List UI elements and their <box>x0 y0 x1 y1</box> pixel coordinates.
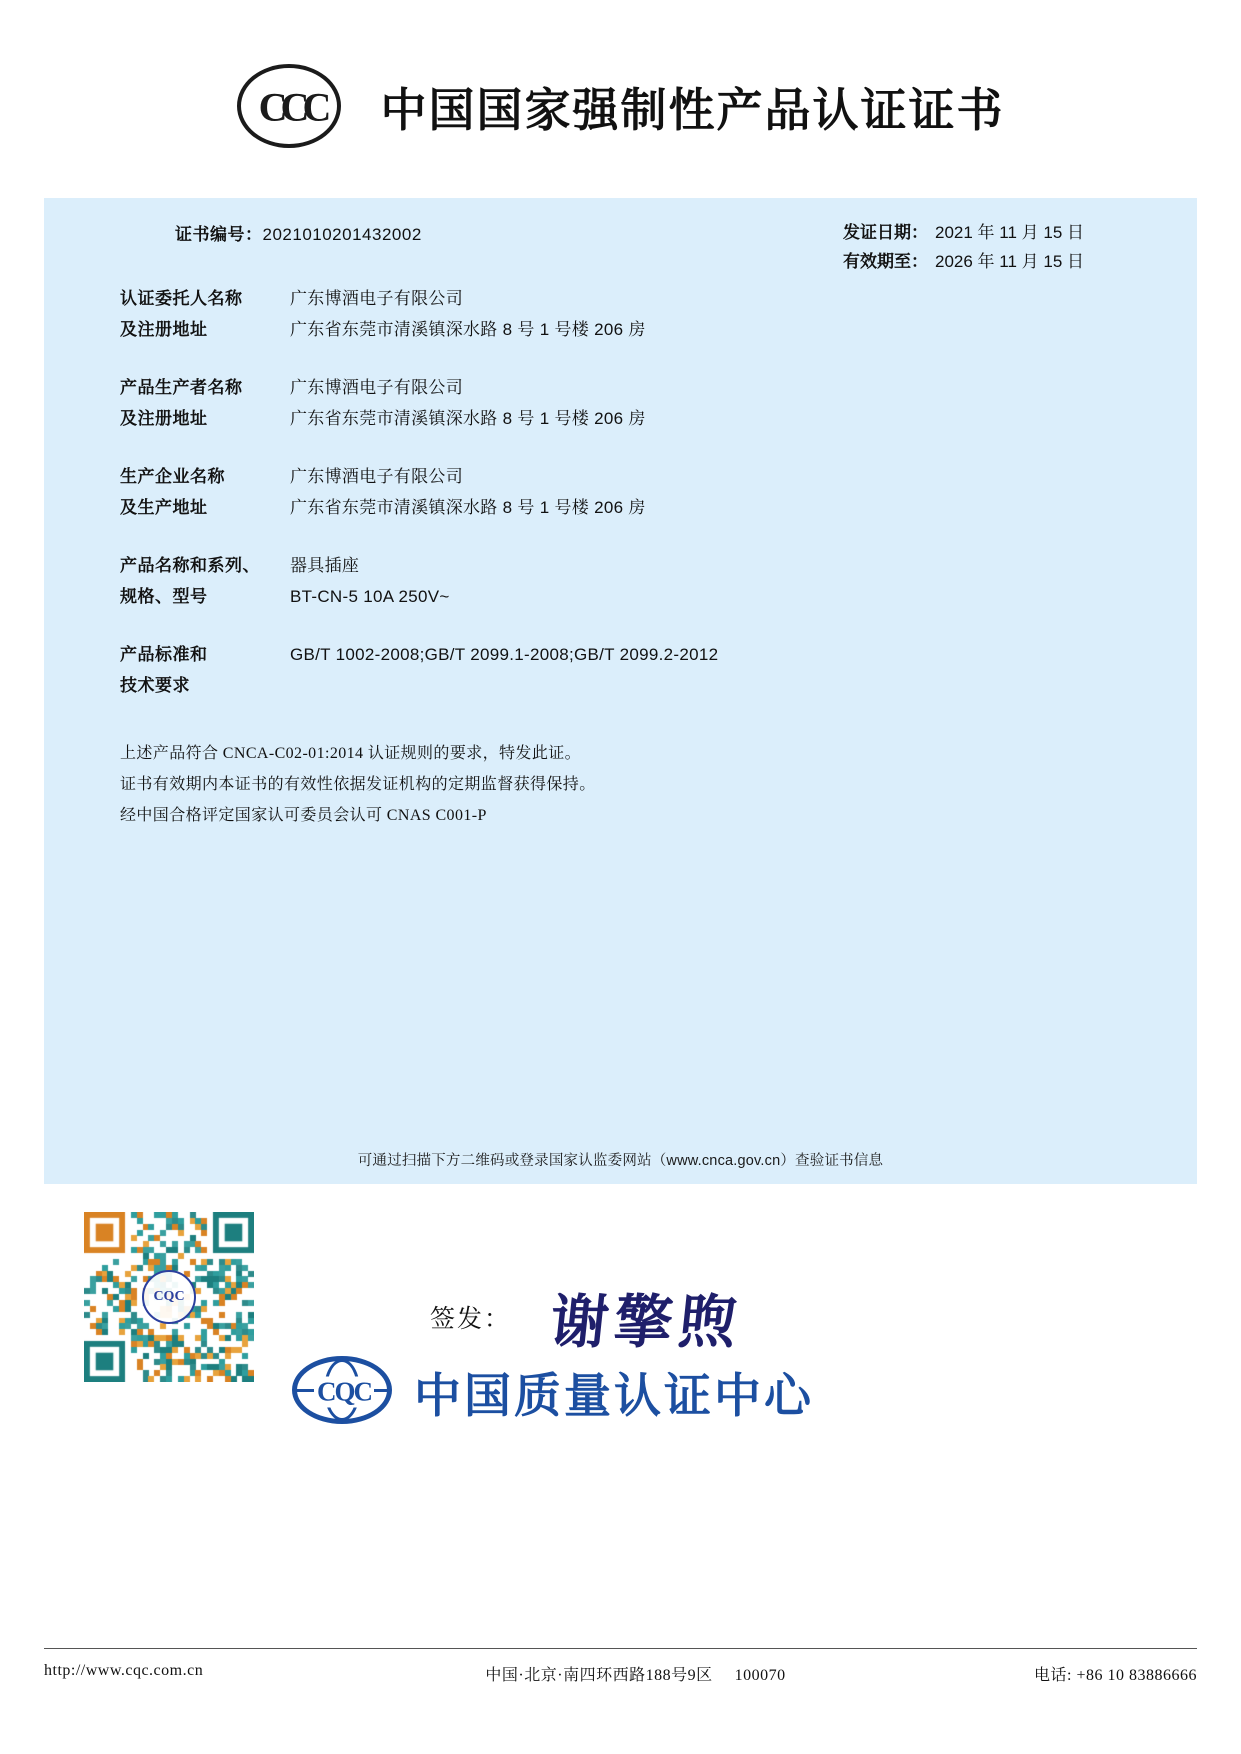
field-value-line: BT-CN-5 10A 250V~ <box>290 587 450 606</box>
field-value-line: 广东博酒电子有限公司 <box>290 289 463 308</box>
field-label <box>120 550 290 612</box>
certificate-header <box>0 52 1241 162</box>
qr-code[interactable] <box>84 1212 254 1382</box>
footer-postcode: 100070 <box>734 1667 786 1684</box>
certificate-number-label: 证书编号： <box>175 225 263 244</box>
field-value <box>290 639 718 670</box>
valid-until-value: 2026 年 11 月 15 日 <box>935 252 1084 271</box>
page-title: 中国国家强制性产品认证证书 <box>380 84 1005 136</box>
field-value <box>290 550 450 612</box>
field-label <box>120 461 290 523</box>
issue-date-row <box>843 218 1084 247</box>
certificate-number-value: 2021010201432002 <box>262 225 422 244</box>
field-label-line: 及注册地址 <box>120 409 208 428</box>
field-value-line: 广东博酒电子有限公司 <box>290 467 463 486</box>
field-label <box>120 639 290 701</box>
field-row <box>120 550 1120 612</box>
organization-name: 中国质量认证中心 <box>414 1368 814 1422</box>
field-label <box>120 372 290 434</box>
field-value <box>290 461 646 523</box>
footer-divider <box>44 1648 1197 1649</box>
field-row <box>120 283 1120 345</box>
valid-until-label: 有效期至： <box>843 252 928 271</box>
footer-phone: 电话: +86 10 83886666 <box>1034 1667 1197 1684</box>
cqc-logo-icon <box>292 1356 396 1428</box>
footer <box>44 1662 1197 1685</box>
field-value-line: GB/T 1002-2008;GB/T 2099.1-2008;GB/T 2099.2-2012 <box>290 645 719 664</box>
field-value <box>290 372 646 434</box>
ccc-logo-icon <box>237 64 347 150</box>
field-value-line: 器具插座 <box>290 556 360 575</box>
field-label-line: 及生产地址 <box>120 498 208 517</box>
field-row <box>120 372 1120 434</box>
issue-date-label: 发证日期： <box>843 223 928 242</box>
note-line: 经中国合格评定国家认可委员会认可 CNAS C001-P <box>120 807 487 824</box>
field-value-line: 广东省东莞市清溪镇深水路 8 号 1 号楼 206 房 <box>290 409 646 428</box>
field-label-line: 生产企业名称 <box>120 467 225 486</box>
footer-website[interactable]: http://www.cqc.com.cn <box>44 1662 204 1679</box>
certificate-number <box>175 220 422 245</box>
cqc-logo-text: CQC <box>314 1377 374 1408</box>
issuing-organization <box>292 1356 814 1428</box>
issue-date-value: 2021 年 11 月 15 日 <box>935 223 1084 242</box>
signature-label: 签发： <box>430 1305 512 1333</box>
field-label-line: 认证委托人名称 <box>120 289 243 308</box>
field-label-line: 产品生产者名称 <box>120 378 243 397</box>
field-value-line: 广东省东莞市清溪镇深水路 8 号 1 号楼 206 房 <box>290 320 646 339</box>
note-line: 证书有效期内本证书的有效性依据发证机构的定期监督获得保持。 <box>120 776 596 793</box>
footer-address-group <box>374 1662 897 1685</box>
field-label-line: 产品名称和系列、 <box>120 556 260 575</box>
certificate-notes <box>120 738 596 831</box>
field-value-line: 广东省东莞市清溪镇深水路 8 号 1 号楼 206 房 <box>290 498 646 517</box>
cqc-seal-icon: CQC <box>142 1270 196 1324</box>
field-row <box>120 461 1120 523</box>
signature-name: 谢擎煦 <box>547 1290 746 1355</box>
signature-block <box>430 1275 746 1359</box>
field-value <box>290 283 646 345</box>
verification-note: 可通过扫描下方二维码或登录国家认监委网站（www.cnca.gov.cn）查验证书信息 <box>357 1153 884 1169</box>
field-label-line: 技术要求 <box>120 676 190 695</box>
field-row <box>120 639 1120 701</box>
footer-address: 中国·北京·南四环西路188号9区 <box>485 1667 713 1684</box>
field-label-line: 产品标准和 <box>120 645 208 664</box>
field-label-line: 及注册地址 <box>120 320 208 339</box>
certificate-dates <box>843 218 1084 276</box>
field-value-line: 广东博酒电子有限公司 <box>290 378 463 397</box>
ccc-logo-text: CCC <box>258 84 325 130</box>
certificate-fields <box>120 283 1120 728</box>
field-label <box>120 283 290 345</box>
valid-until-row <box>843 247 1084 276</box>
field-label-line: 规格、型号 <box>120 587 208 606</box>
certificate-body-panel <box>44 198 1197 1184</box>
note-line: 上述产品符合 CNCA-C02-01:2014 认证规则的要求，特发此证。 <box>120 745 582 762</box>
